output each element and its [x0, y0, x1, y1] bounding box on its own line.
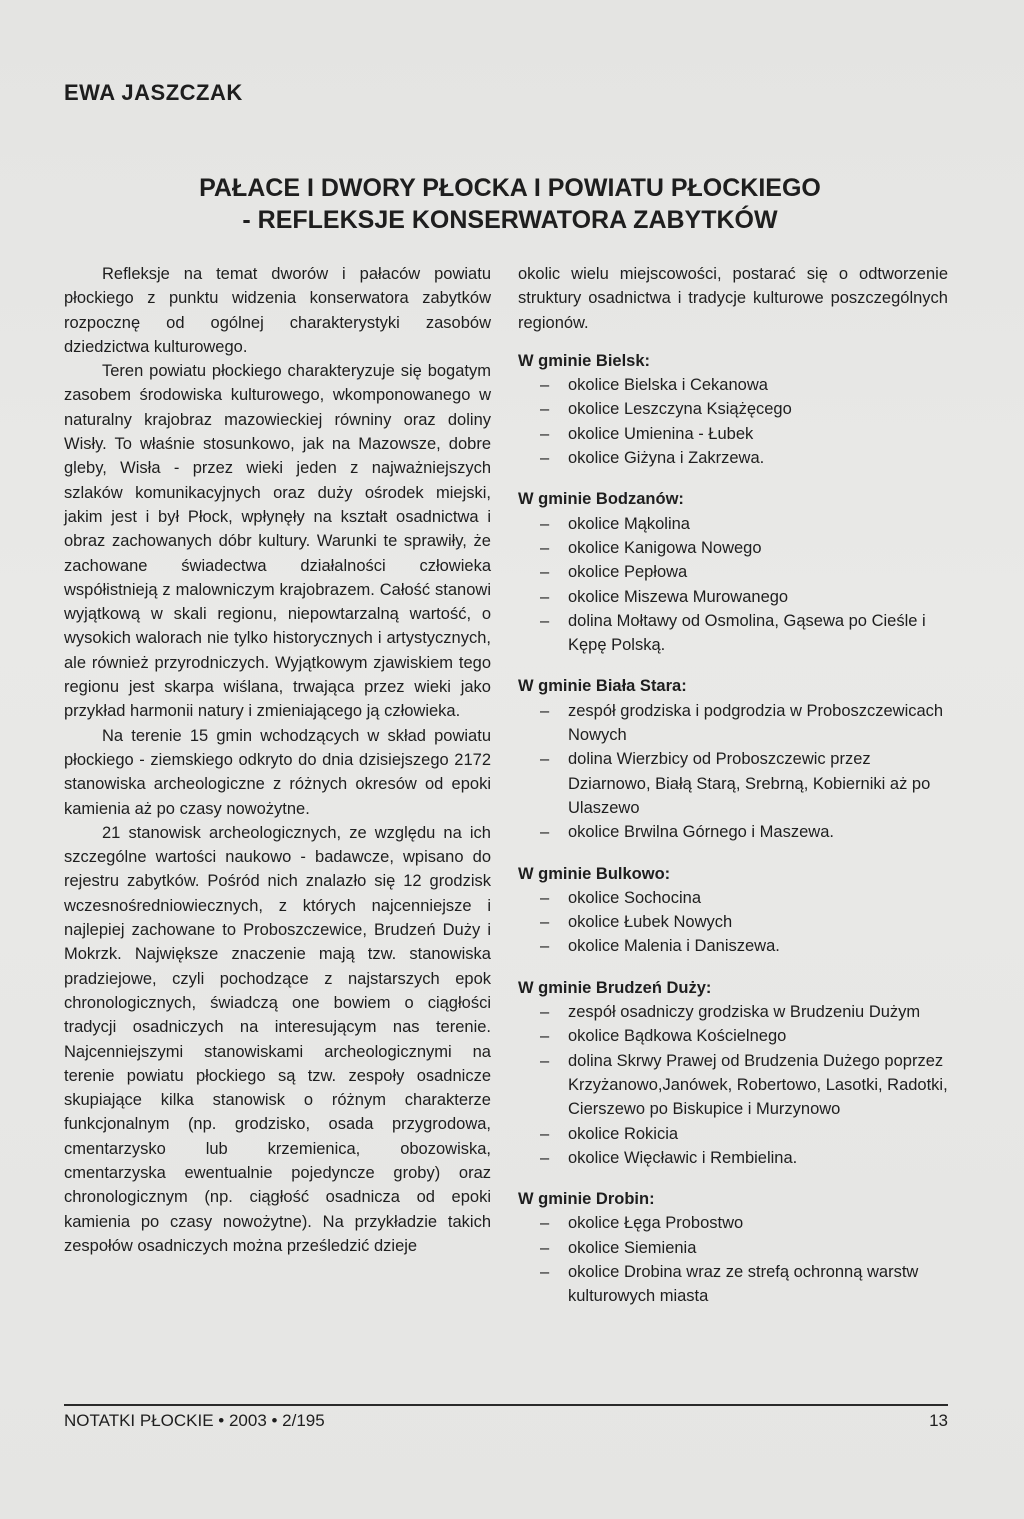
left-column: [64, 262, 491, 1258]
list-item: – dolina Skrwy Prawej od Brudzenia Dużego poprzez Krzyżanowo,Janówek, Robertowo, Lasotki, Radotki, Cierszewo po Biskupice i Murzynowo: [540, 1049, 948, 1122]
right-intro-paragraph: okolic wielu miejscowości, postarać się o odtworzenie struktury osadnictwa i tradycje kulturowe poszczególnych regionów.: [518, 265, 948, 332]
list-item: – okolice Giżyna i Zakrzewa.: [540, 446, 948, 470]
list-item: – okolice Brwilna Górnego i Maszewa.: [540, 820, 948, 844]
list-item: – okolice Łubek Nowych: [540, 910, 948, 934]
gmina-bielsk-section: [518, 349, 948, 470]
list-item: – okolice Bądkowa Kościelnego: [540, 1024, 948, 1048]
site-list: [518, 373, 948, 470]
site-list: [518, 512, 948, 658]
section-heading: W gminie Bielsk:: [518, 351, 651, 370]
journal-footer: NOTATKI PŁOCKIE • 2003 • 2/195: [64, 1411, 325, 1430]
gmina-bodzanow-section: [518, 487, 948, 657]
list-item: – zespół osadniczy grodziska w Brudzeniu Dużym: [540, 1000, 948, 1024]
title-line-2: - REFLEKSJE KONSERWATORA ZABYTKÓW: [242, 206, 778, 234]
list-item: – okolice Siemienia: [540, 1236, 948, 1260]
paragraph: Teren powiatu płockiego charakteryzuje się bogatym zasobem środowiska kulturowego, wkomponowanego w naturalny krajobraz mazowieckiej równiny oraz doliny Wisły. To właśnie stosunkowo, jak na Mazowsze, dobre gleby, Wisła - przez wieki jeden z najważniejszych szlaków komunikacyjnych oraz duży ośrodek miejski, jakim jest i był Płock, wpłynęły na kształt osadnictwa i obraz zachowanych dóbr kultury. Warunki te sprawiły, że zachowane świadectwa działalności człowieka współistnieją z malowniczym krajobrazem. Całość stanowi wyjątkową w skali regionu, niepowtarzalną wartość, o wysokich walorach nie tylko historycznych i artystycznych, ale również przyrodniczych. Wyjątkowym zjawiskiem tego regionu jest skarpa wiślana, trwająca przez wieki jako przykład harmonii natury i zmieniającego ją człowieka.: [64, 362, 491, 721]
site-list: [518, 886, 948, 959]
gmina-biala-stara-section: [518, 674, 948, 844]
site-list: [518, 1000, 948, 1170]
gmina-brudzen-duzy-section: [518, 976, 948, 1170]
list-item: – okolice Pepłowa: [540, 560, 948, 584]
gmina-bulkowo-section: [518, 862, 948, 959]
right-column: [518, 262, 948, 1326]
list-item: – okolice Umienina - Łubek: [540, 422, 948, 446]
list-item: – okolice Malenia i Daniszewa.: [540, 934, 948, 958]
list-item: – okolice Więcławic i Rembielina.: [540, 1146, 948, 1170]
list-item: – okolice Łęga Probostwo: [540, 1211, 948, 1235]
author-name: EWA JASZCZAK: [64, 80, 243, 105]
paragraph: Na terenie 15 gmin wchodzących w skład powiatu płockiego - ziemskiego odkryto do dnia dzisiejszego 2172 stanowiska archeologiczne z różnych okresów od epoki kamienia aż po czasy nowożytne.: [64, 726, 491, 818]
paragraph: Refleksje na temat dworów i pałaców powiatu płockiego z punktu widzenia konserwatora zabytków rozpocznę od ogólnej charakterystyki zasobów dziedzictwa kulturowego.: [64, 265, 491, 356]
list-item: – okolice Mąkolina: [540, 512, 948, 536]
list-item: – okolice Drobina wraz ze strefą ochronną warstw kulturowych miasta: [540, 1260, 948, 1309]
section-heading: W gminie Brudzeń Duży:: [518, 978, 712, 997]
gmina-drobin-section: [518, 1187, 948, 1308]
list-item: – dolina Mołtawy od Osmolina, Gąsewa po Cieśle i Kępę Polską.: [540, 609, 948, 658]
section-heading: W gminie Biała Stara:: [518, 677, 687, 696]
list-item: – okolice Bielska i Cekanowa: [540, 373, 948, 397]
site-list: [518, 699, 948, 845]
paragraph: 21 stanowisk archeologicznych, ze względu na ich szczególne wartości naukowo - badawcze, wpisano do rejestru zabytków. Pośród nich znalazło się 12 grodzisk wczesnośredniowiecznych, z których najcenniejsze i najlepiej zachowane to Proboszczewice, Brudzeń Duży i Mokrzk. Największe znaczenie mają tzw. stanowiska pradziejowe, czyli pochodzące z najstarszych epok chronologicznych, świadczą one bowiem o ciągłości tradycji osadniczych na interesującym nas terenie. Najcenniejszymi stanowiskami archeologicznymi na terenie powiatu płockiego są tzw. zespoły osadnicze skupiające kilka stanowisk o różnym charakterze funkcjonalnym (np. grodzisko, osada przygrodowa, cmentarzysko lub krzemienica, obozowiska, cmentarzyska ewentualnie pojedyncze groby) oraz chronologicznym (np. ciągłość osadnicza od epoki kamienia po czasy nowożytne). Na przykładzie takich zespołów osadniczych można prześledzić dzieje: [64, 823, 491, 1255]
list-item: – zespół grodziska i podgrodzia w Proboszczewicach Nowych: [540, 699, 948, 748]
footer-divider: [64, 1404, 948, 1406]
list-item: – okolice Kanigowa Nowego: [540, 536, 948, 560]
title-line-1: PAŁACE I DWORY PŁOCKA I POWIATU PŁOCKIEGO: [199, 174, 821, 202]
section-heading: W gminie Bodzanów:: [518, 490, 684, 509]
site-list: [518, 1211, 948, 1308]
list-item: – okolice Leszczyna Książęcego: [540, 397, 948, 421]
section-heading: W gminie Bulkowo:: [518, 864, 671, 883]
page-number: 13: [929, 1411, 948, 1430]
section-heading: W gminie Drobin:: [518, 1190, 655, 1209]
article-title: [60, 172, 960, 236]
list-item: – okolice Sochocina: [540, 886, 948, 910]
list-item: – okolice Miszewa Murowanego: [540, 585, 948, 609]
list-item: – okolice Rokicia: [540, 1122, 948, 1146]
list-item: – dolina Wierzbicy od Proboszczewic przez Dziarnowo, Białą Starą, Srebrną, Kobierniki aż po Ulaszewo: [540, 747, 948, 820]
